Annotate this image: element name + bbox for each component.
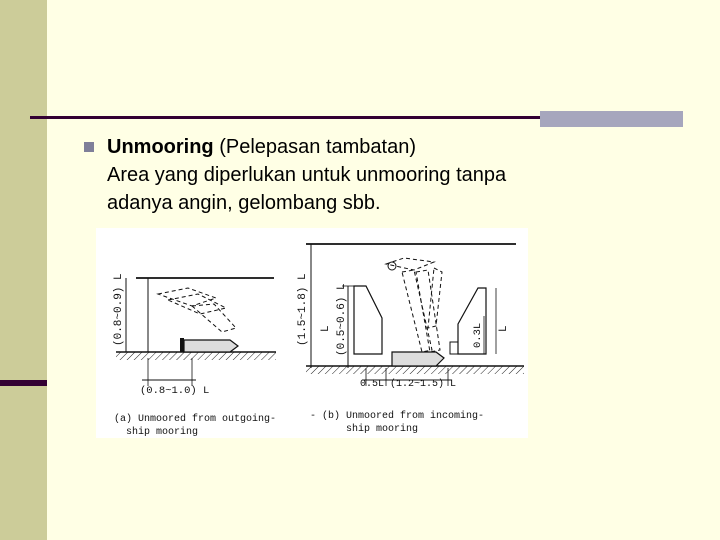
left-accent-band [0, 0, 47, 540]
panel-b-caption-line-1: - (b) Unmoored from incoming- [310, 411, 485, 422]
panel-b-bottom-dimension-1: 0.5L [360, 379, 385, 390]
title-rule-accent [540, 111, 683, 127]
panel-b-overall-dimension: (1.5~1.8) L [297, 273, 309, 346]
panel-b-bottom-dimension-2: (1.2~1.5) L [390, 379, 457, 390]
panel-b-caption-line-2: ship mooring [346, 424, 419, 435]
bullet-term-gloss: (Pelepasan tambatan) [213, 136, 416, 158]
panel-a-drawing [116, 278, 276, 386]
square-bullet-icon [84, 142, 94, 152]
panel-b-right-length-marker: L [498, 325, 510, 332]
panel-b-berth-dimension: (0.5~0.6) L [336, 283, 348, 356]
slide-body [84, 133, 684, 217]
unmooring-diagram [96, 228, 528, 438]
panel-a-caption-line-2: ship mooring [126, 427, 199, 438]
panel-b-right-dimension: 0.3L [472, 322, 484, 348]
bullet-body-line-1: Area yang diperlukan untuk unmooring tanpa [107, 164, 507, 186]
bullet-body-line-2: adanya angin, gelombang sbb. [107, 192, 381, 214]
bullet-heading [107, 133, 684, 161]
panel-a-vertical-dimension: (0.8~0.9) L [113, 273, 125, 346]
bullet-term: Unmooring [107, 136, 214, 158]
panel-a-horizontal-dimension: (0.8~1.0) L [140, 385, 210, 397]
panel-a-caption-line-1: (a) Unmoored from outgoing- [114, 414, 277, 425]
panel-b-length-marker: L [320, 325, 332, 332]
bullet-item [84, 133, 684, 161]
left-band-divider [0, 380, 47, 386]
